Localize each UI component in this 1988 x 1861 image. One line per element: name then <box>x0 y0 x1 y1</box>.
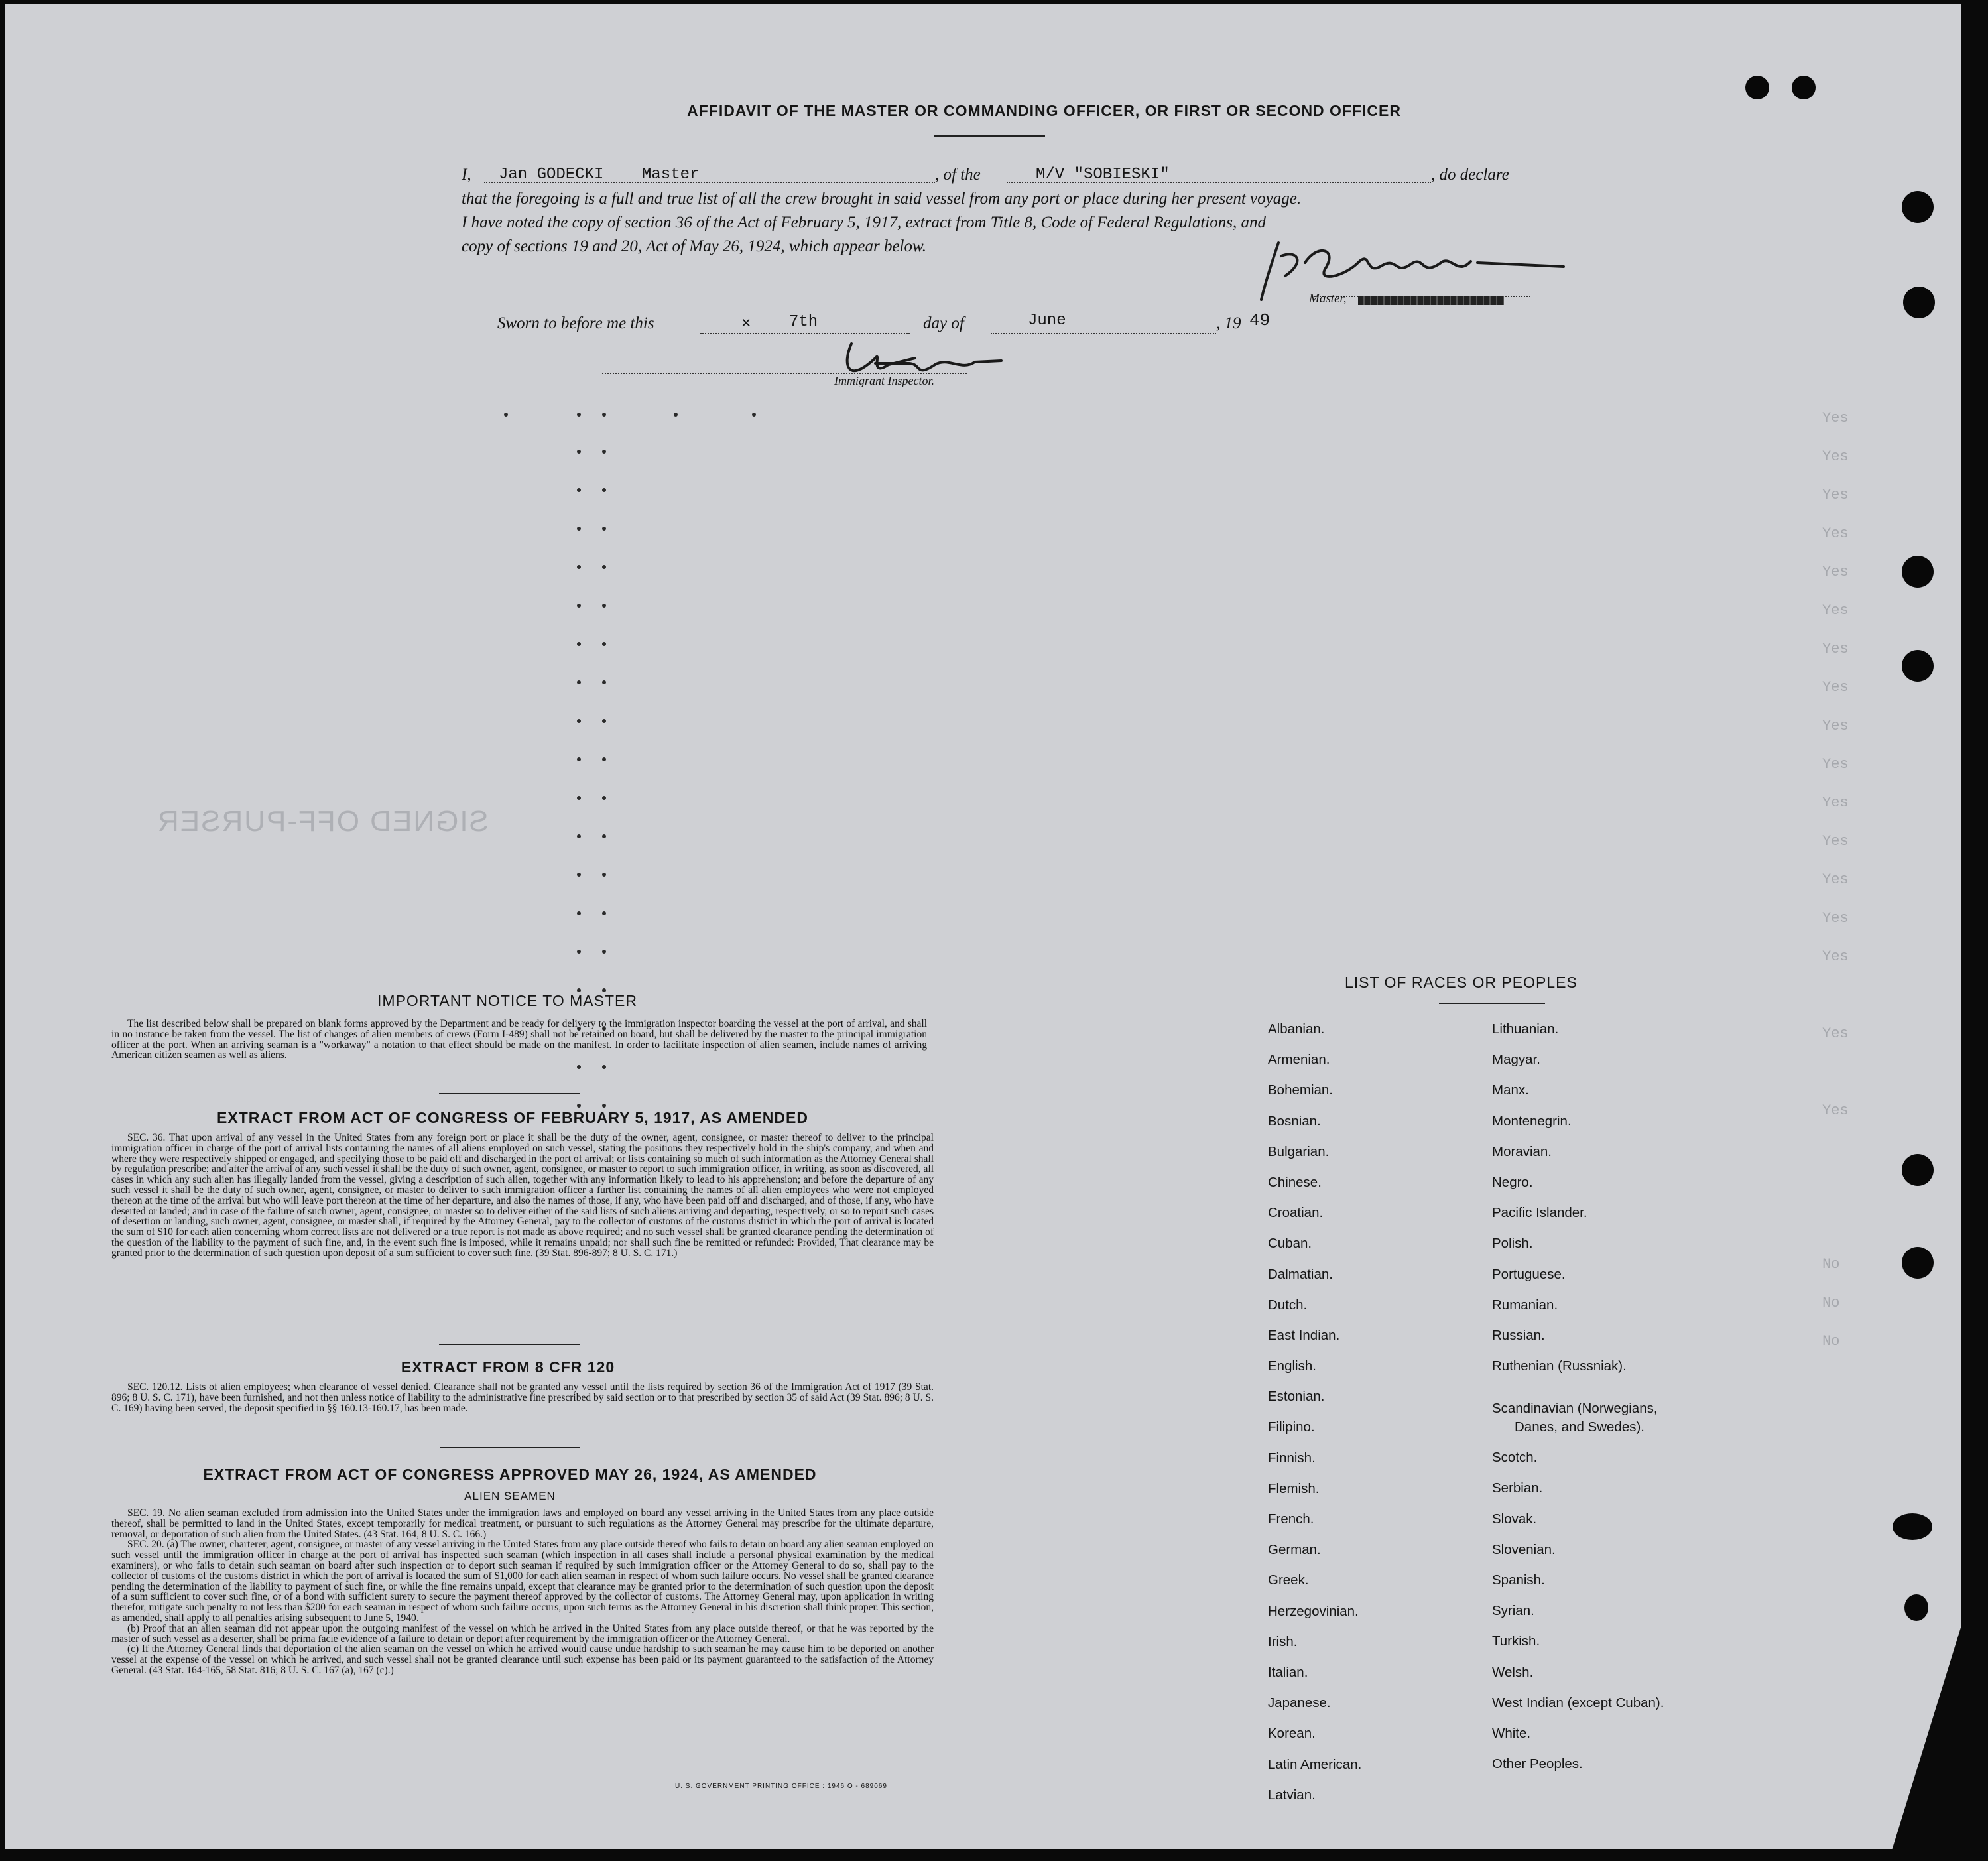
inspector-label: Immigrant Inspector. <box>834 374 934 387</box>
sec36-paragraph: SEC. 36. That upon arrival of any vessel in the United States from any foreign port or place it shall be the duty of the owner, agent, consignee, or master thereof to deliver to the principal immigration officer in charge of the port of arrival lists containing the names of all aliens employed on such vessel, stating the positions they respectively hold in the ship's company, and when and where they were respectively shipped or engaged, and specifying those to be paid off and discharged in the port of arrival; or lists containing so much of such information as the Attorney General shall by regulation prescribe; and after the arrival of any such vessel it shall be the duty of such owner, agent, consignee, or master to report to such immigration officer, in writing, as soon as discovered, all cases in which any such alien has illegally landed from the vessel, giving a description of such alien, together with any information likely to lead to his apprehension; and before the departure of any such vessel it shall be the duty of such owner, agent, consignee, or master to deliver to such immigration officer a further list containing the names of all alien employees who were not employed thereon at the time of the arrival but who will leave port thereon at the time of her departure, and also the names of those, if any, who have been paid off and discharged, and of those, if any, who have deserted or landed; and in case of the failure of such owner, agent, consignee, or master so to deliver either of the said lists of such aliens arriving and departing, respectively, or so to report such cases of desertion or landing, such owner, agent, consignee, or master shall, if required by the Attorney General, pay to the collector of customs of the customs district in which the port of arrival is located the sum of $10 for each alien concerning whom correct lists are not delivered or a true report is not made as above required; and no such vessel shall be granted clearance pending the determination of the question of the liability to the payment of such fine, and, in the event such fine is imposed, while it remains unpaid; nor shall such fine be remitted or refunded: Provided, That clearance may be granted prior to the determination of such question upon deposit of a sum sufficient to cover such fine. (39 Stat. 896-897; 8 U. S. C. 171.) <box>111 1132 934 1259</box>
document-sheet: Yes Yes Yes Yes Yes Yes Yes Yes Yes Yes Yes Yes Yes Yes Yes Yes Yes No No No SIGNED OFF-PURSER AFFIDAVIT OF THE MASTER OR COMMANDING OFFICER, OR FIRST OR SECOND OFFICER I, Jan GODECKI Master , of the M/V "SOBIESKI" , do declare that the foregoing is a full and true list of all the crew brought in said vessel from any port or place during her present voyage. I have noted the copy of section 36 of the Act of February 5, 1917, extract from Title 8, Code of Federal Regulations, and copy of sections 19 and 20, Act of May 26, 1924, which appear below. Master, Sworn to before me this ⨯ 7th day of June , 19 49 Immigrant Inspector. IMPORTANT NOTICE TO MASTER The list described below shall be prepared on blank forms approved by the Department and be ready for delivery to the immigration inspector boarding the vessel at the port of arrival, and shall in no instance be taken from the vessel. The list of changes of alien members of crews (Form I-489) shall not be retained on board, but shall be delivered by the master to the principal immigration officer at the port. When an arriving seaman is a "workaway" a notation to that effect should be made on the manifest. In order to facilitate inspection of alien seamen, include names of arriving American citizen seamen as well as aliens. EXTRACT FROM ACT OF CONGRESS OF FEBRUARY 5, 1917, AS AMENDED SEC. 36. That upon arrival of any vessel in the United States from any foreign port or place it shall be the duty of the owner, agent, consignee, or master thereof to deliver to the principal immigration officer in charge of the port of arrival lists containing the names of all aliens employed on such vessel, stating the positions they respectively hold in the ship's company, and when and where they were respectively shipped or engaged, and specifying those to be paid off and discharged in the port of arrival; or lists containing so much of such information as the Attorney General shall by regulation prescribe; and after the arrival of any such vessel it shall be the duty of such owner, agent, consignee, or master to report to such immigration officer, in writing, as soon as discovered, all cases in which any such alien has illegally landed from the vessel, giving a description of such alien, together with any information likely to lead to his apprehension; and before the departure of any such vessel it shall be the duty of such owner, agent, consignee, or master to deliver to such immigration officer a further list containing the names of all alien employees who were not employed thereon at the time of the arrival but who will leave port thereon at the time of her departure, and also the names of those, if any, who have been paid off and discharged, and of those, if any, who have deserted or landed; and in case of the failure of such owner, agent, consignee, or master so to deliver either of the said lists of such aliens arriving and departing, respectively, or so to report such cases of desertion or landing, such owner, agent, consignee, or master shall, if required by the Attorney General, pay to the collector of customs of the customs district in which the port of arrival is located the sum of $10 for each alien concerning whom correct lists are not delivered or a true report is not made as above required; and no such vessel shall be granted clearance pending the determination of the question of the liability to the payment of such fine, and, in the event such fine is imposed, while it remains unpaid; nor shall such fine be remitted or refunded: Provided, That clearance may be granted prior to the determination of such question upon deposit of a sum sufficient to cover such fine. (39 Stat. 896-897; 8 U. S. C. 171.) EXTRACT FROM 8 CFR 120 SEC. 120.12. Lists of alien employees; when clearance of vessel denied. Clearance shall not be granted any vessel until the lists required by section 36 of the Immigration Act of 1917 (39 Stat. 896; 8 U. S. C. 171), have been furnished, and not then unless notice of liability to the administrative fine prescribed by said section or to that prescribed by section 35 of said Act (39 Stat. 896; 8 U. S. C. 169) having been served, the deposit specified in §§ 160.13-160.17, has been made. EXTRACT FROM ACT OF CONGRESS APPROVED MAY 26, 1924, AS AMENDED ALIEN SEAMEN SEC. 19. No alien seaman excluded from admission into the United States under the immigration laws and employed on board any vessel arriving in the United States from any place outside thereof, shall be permitted to land in the United States, except temporarily for medical treatment, or pursuant to such regulations as the Attorney General may prescribe for the ultimate departure, removal, or deportation of such alien from the United States. (43 Stat. 164, 8 U. S. C. 166.) SEC. 20. (a) The owner, charterer, agent, consignee, or master of any vessel arriving in the United States from any place outside thereof who fails to detain on board any alien seaman employed on such vessel until the immigration officer in charge at the port of arrival has inspected such seaman (which inspection in all cases shall include a personal physical examination by the medical examiners), or who fails to detain such seaman on board after such inspection or to deport such seaman if required by such immigration officer or the Attorney General to do so, shall pay to the collector of customs of the customs district in which the port of arrival is located the sum of $1,000 for each alien seaman in respect of whom such failure occurs. No vessel shall be granted clearance pending the determination of the liability to payment of such fine, or while the fine remains unpaid, except that clearance may be granted prior to the determination of such question upon the deposit of a sum sufficient to cover such fine, or of a bond with sufficient surety to secure the payment thereof approved by the collector of customs. The Attorney General may, upon application in writing therefor, mitigate such penalty to not less than $200 for each seaman in respect of whom such failure occurs, upon such terms as the Attorney General in his discretion shall think proper. This section, as amended, shall apply to all penalties arising subsequent to June 5, 1940. (b) Proof that an alien seaman did not appear upon the outgoing manifest of the vessel on which he arrived in the United States from any place outside thereof, or that he was reported by the master of such vessel as a deserter, shall be prima facie evidence of a failure to detain or deport after requirement by the immigration officer or the Attorney General. (c) If the Attorney General finds that deportation of the alien seaman on the vessel on which he arrived would cause undue hardship to such seaman he may cause him to be deported on another vessel at the expense of the vessel on which he arrived, and such vessel shall not be granted clearance until such expense has been paid or its payment guaranteed to the satisfaction of the Attorney General. (43 Stat. 164-165, 58 Stat. 816; 8 U. S. C. 167 (a), 167 (c).) U. S. GOVERNMENT PRINTING OFFICE : 1946 O - 689069 LIST OF RACES OR PEOPLES Albanian. Armenian. Bohemian. Bosnian. Bulgarian. Chinese. Croatian. Cuban. Dalmatian. Dutch. East Indian. English. Estonian. Filipino. Finnish. Flemish. French. German. Greek. Herzegovinian. Irish. Italian. Japanese. Korean. Latin American. Latvian. Lithuanian. Magyar. Manx. Montenegrin. Moravian. Negro. Pacific Islander. Polish. Portuguese. Rumanian. Russian. Ruthenian (Russniak). Scandinavian (Norwegians, Danes, and Swedes). Scotch. Serbian. Slovak. Slovenian. Spanish. Syrian. Turkish. Welsh. West Indian (except Cuban). White. Other Peoples. <box>5 4 1961 1849</box>
race-item: Latin American. <box>1268 1756 1362 1772</box>
race-item: Portuguese. <box>1492 1266 1566 1282</box>
punch-hole <box>1902 191 1934 223</box>
race-item: Italian. <box>1268 1664 1308 1680</box>
race-item: East Indian. <box>1268 1327 1340 1343</box>
race-item: Russian. <box>1492 1327 1545 1343</box>
notice-paragraph: The list described below shall be prepared on blank forms approved by the Department and be ready for delivery to the immigration inspector boarding the vessel at the port of arrival, and shall in no instance be taken from the vessel. The list of changes of alien members of crews (Form I-489) shall not be retained on board, but shall be delivered by the master to the principal immigration officer at the port. When an arriving seaman is a "workaway" a notation to that effect should be made on the manifest. In order to facilitate inspection of alien seamen, include names of arriving American citizen seamen as well as aliens. <box>111 1018 927 1061</box>
race-item: French. <box>1268 1511 1314 1527</box>
extract-1917-body <box>111 1133 934 1259</box>
race-item: Armenian. <box>1268 1052 1330 1068</box>
race-item: English. <box>1268 1358 1316 1374</box>
declaration-line-4: copy of sections 19 and 20, Act of May 26, 1924, which appear below. <box>462 237 927 255</box>
race-item: Negro. <box>1492 1174 1533 1190</box>
race-item: Japanese. <box>1268 1695 1331 1711</box>
race-item: Syrian. <box>1492 1603 1534 1619</box>
decl-prefix: I, <box>462 166 471 184</box>
race-item: Serbian. <box>1492 1480 1543 1496</box>
race-item: Flemish. <box>1268 1480 1320 1496</box>
race-item: Spanish. <box>1492 1572 1545 1588</box>
race-item: Herzegovinian. <box>1268 1603 1359 1619</box>
race-item: Bulgarian. <box>1268 1143 1330 1159</box>
master-label: Master, <box>1309 292 1347 306</box>
declarant-name: Jan GODECKI <box>499 166 604 184</box>
torn-corner <box>1889 1582 1961 1849</box>
extract-1917-heading: EXTRACT FROM ACT OF CONGRESS OF FEBRUARY 5, 1917, AS AMENDED <box>217 1109 808 1126</box>
race-item: Greek. <box>1268 1572 1309 1588</box>
race-item: German. <box>1268 1542 1321 1558</box>
year-prefix: , 19 <box>1216 314 1241 332</box>
race-item: Turkish. <box>1492 1634 1540 1649</box>
sec19-paragraph: SEC. 19. No alien seaman excluded from admission into the United States under the immigration laws and employed on board any vessel arriving in the United States from any place outside thereof, shall be permitted to land in the United States, except temporarily for medical treatment, or pursuant to such regulations as the Attorney General may prescribe for the ultimate departure, removal, or deportation of such alien from the United States. (43 Stat. 164, 8 U. S. C. 166.) <box>111 1508 934 1540</box>
vessel-blank <box>1007 182 1431 183</box>
race-item: Scotch. <box>1492 1450 1538 1466</box>
punch-hole <box>1902 1247 1934 1279</box>
race-item: Moravian. <box>1492 1143 1552 1159</box>
punch-hole <box>1792 76 1816 99</box>
race-item: Pacific Islander. <box>1492 1205 1587 1221</box>
race-item: Rumanian. <box>1492 1297 1558 1313</box>
race-item: Latvian. <box>1268 1787 1316 1803</box>
race-item: Dalmatian. <box>1268 1266 1333 1282</box>
race-item: White. <box>1492 1725 1531 1741</box>
punch-hole <box>1902 556 1934 588</box>
struck-title <box>1358 296 1504 305</box>
races-column-2 <box>1492 1021 1664 1787</box>
sec20a-paragraph: SEC. 20. (a) The owner, charterer, agent, consignee, or master of any vessel arriving in the United States from any place outside thereof who fails to detain on board any alien seaman employed on such vessel until the immigration officer in charge at the port of arrival has inspected such seaman (which inspection in all cases shall include a personal physical examination by the medical examiners), or who fails to detain such seaman on board after such inspection or to deport such seaman if required by such immigration officer or the Attorney General to do so, shall pay to the collector of customs of the customs district in which the port of arrival is located the sum of $1,000 for each alien seaman in respect of whom such failure occurs. No vessel shall be granted clearance pending the determination of the liability to payment of such fine, or while the fine remains unpaid, except that clearance may be granted prior to the determination of such question upon the deposit of a sum sufficient to cover such fine, or of a bond with sufficient surety to secure the payment thereof approved by the collector of customs. The Attorney General may, upon application in writing therefor, mitigate such penalty to not less than $200 for each seaman in respect of whom such failure occurs, upon such terms as the Attorney General in his discretion shall think proper. This section, as amended, shall apply to all penalties arising subsequent to June 5, 1940. <box>111 1539 934 1624</box>
declarant-rank: Master <box>642 166 700 184</box>
affidavit-heading: AFFIDAVIT OF THE MASTER OR COMMANDING OFFICER, OR FIRST OR SECOND OFFICER <box>687 102 1401 119</box>
race-item: Bohemian. <box>1268 1082 1334 1098</box>
race-item: Bosnian. <box>1268 1113 1321 1129</box>
section-rule <box>440 1447 580 1448</box>
section-rule <box>439 1344 580 1345</box>
race-item: Dutch. <box>1268 1297 1308 1313</box>
punch-hole <box>1893 1513 1932 1540</box>
notice-body <box>111 1019 927 1060</box>
race-item: Cuban. <box>1268 1236 1312 1251</box>
faded-purser-stamp: SIGNED OFF-PURSER <box>156 805 489 838</box>
year-suffix: 49 <box>1249 310 1271 330</box>
day-of-label: day of <box>923 314 964 332</box>
extract-1924-body <box>111 1508 934 1676</box>
vessel-name: M/V "SOBIESKI" <box>1036 166 1170 184</box>
race-item: Filipino. <box>1268 1419 1315 1435</box>
printing-office-imprint: U. S. GOVERNMENT PRINTING OFFICE : 1946 O - 689069 <box>675 1783 887 1790</box>
race-item: Estonian. <box>1268 1389 1325 1405</box>
alien-seamen-subheading: ALIEN SEAMEN <box>464 1490 556 1502</box>
sec120-paragraph: SEC. 120.12. Lists of alien employees; when clearance of vessel denied. Clearance shall not be granted any vessel until the lists required by section 36 of the Immigration Act of 1917 (39 Stat. 896; 8 U. S. C. 171), have been furnished, and not then unless notice of liability to the administrative fine prescribed by said section or to that prescribed by section 35 of said Act (39 Stat. 896; 8 U. S. C. 169) having been served, the deposit specified in §§ 160.13-160.17, has been made. <box>111 1381 934 1414</box>
race-item: Irish. <box>1268 1634 1298 1649</box>
punch-hole <box>1902 650 1934 682</box>
race-item: Polish. <box>1492 1236 1533 1251</box>
month-blank <box>991 333 1216 334</box>
extract-1924-heading: EXTRACT FROM ACT OF CONGRESS APPROVED MAY 26, 1924, AS AMENDED <box>203 1466 817 1483</box>
race-item: Slovenian. <box>1492 1541 1556 1557</box>
extract-cfr-heading: EXTRACT FROM 8 CFR 120 <box>401 1358 615 1376</box>
race-item: Scandinavian (Norwegians, <box>1492 1401 1658 1417</box>
declare-label: , do declare <box>1431 166 1509 184</box>
races-rule <box>1439 1003 1545 1004</box>
race-item: Korean. <box>1268 1726 1316 1742</box>
race-item: Lithuanian. <box>1492 1021 1559 1037</box>
race-item: Manx. <box>1492 1082 1529 1098</box>
race-item: Welsh. <box>1492 1664 1534 1680</box>
race-item: Montenegrin. <box>1492 1113 1572 1129</box>
punch-hole <box>1903 287 1935 318</box>
punch-hole <box>1745 76 1769 99</box>
races-column-1 <box>1268 1021 1361 1818</box>
sworn-month: June <box>1028 312 1066 330</box>
sworn-strike: ⨯ <box>741 315 751 333</box>
sec20b-paragraph: (b) Proof that an alien seaman did not appear upon the outgoing manifest of the vessel on which he arrived in the United States from any place outside thereof, or that he was reported by the master of such vessel as a deserter, shall be prima facie evidence of a failure to detain or deport after requirement by the immigration officer or the Attorney General. <box>111 1622 934 1645</box>
sworn-label: Sworn to before me this <box>497 314 654 332</box>
name-blank <box>484 182 935 183</box>
race-item: Magyar. <box>1492 1052 1540 1068</box>
races-heading: LIST OF RACES OR PEOPLES <box>1345 974 1578 991</box>
race-item: West Indian (except Cuban). <box>1492 1695 1664 1710</box>
declaration-line-2: that the foregoing is a full and true list of all the crew brought in said vessel from any port or place during her present voyage. <box>462 190 1302 208</box>
notice-heading: IMPORTANT NOTICE TO MASTER <box>377 992 637 1009</box>
punch-hole <box>1902 1154 1934 1186</box>
heading-rule <box>934 135 1045 137</box>
race-item: Finnish. <box>1268 1450 1316 1466</box>
sworn-day: 7th <box>789 313 818 331</box>
declaration-line-3: I have noted the copy of section 36 of the Act of February 5, 1917, extract from Title 8, Code of Federal Regulations, and <box>462 214 1266 231</box>
of-label: , of the <box>935 166 981 184</box>
race-item: Albanian. <box>1268 1021 1325 1037</box>
race-item: Croatian. <box>1268 1205 1324 1221</box>
race-item: Slovak. <box>1492 1511 1537 1527</box>
extract-cfr-body <box>111 1382 934 1413</box>
race-item: Ruthenian (Russniak). <box>1492 1358 1627 1374</box>
day-blank <box>700 333 910 334</box>
race-item: Other Peoples. <box>1492 1756 1583 1772</box>
race-item: Danes, and Swedes). <box>1515 1419 1645 1435</box>
sec20c-paragraph: (c) If the Attorney General finds that deportation of the alien seaman on the vessel on which he arrived would cause undue hardship to such seaman he may cause him to be deported on another vessel at the expense of the vessel on which he arrived, and such vessel shall not be granted clearance until such expense has been paid or its payment guaranteed to the satisfaction of the Attorney General. (43 Stat. 164-165, 58 Stat. 816; 8 U. S. C. 167 (a), 167 (c).) <box>111 1643 934 1676</box>
section-rule <box>439 1093 580 1094</box>
race-item: Chinese. <box>1268 1174 1322 1190</box>
